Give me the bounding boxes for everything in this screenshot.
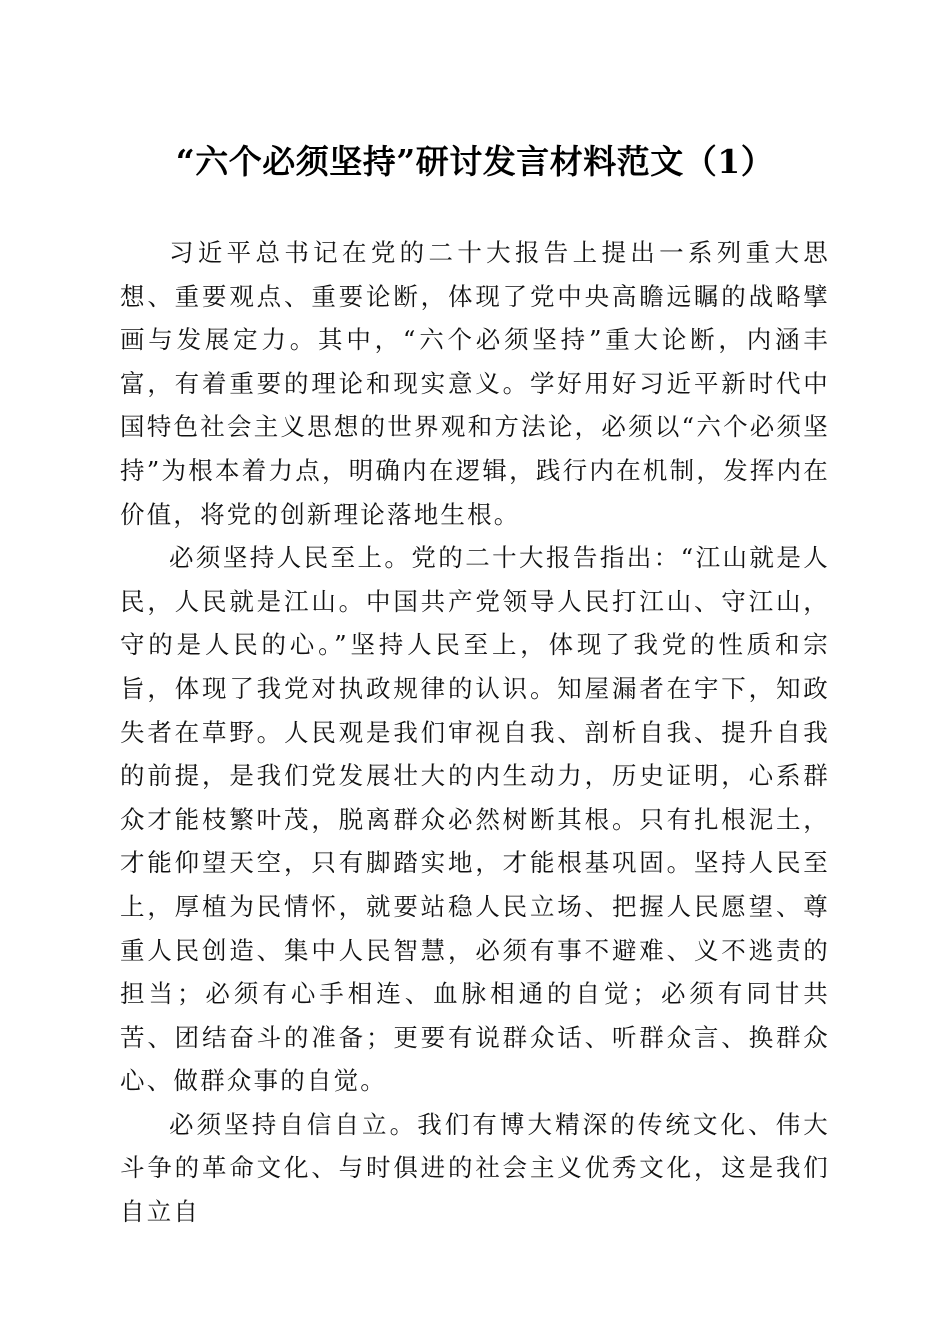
- document-body: [120, 231, 830, 1234]
- document-title: “六个必须坚持”研讨发言材料范文（1）: [175, 142, 775, 181]
- paragraph-intro: 习近平总书记在党的二十大报告上提出一系列重大思想、重要观点、重要论断，体现了党中央高瞻远瞩的战略擘画与发展定力。其中，“六个必须坚持”重大论断，内涵丰富，有着重要的理论和现实意义。学好用好习近平新时代中国特色社会主义思想的世界观和方法论，必须以“六个必须坚持”为根本着力点，明确内在逻辑，践行内在机制，发挥内在价值，将党的创新理论落地生根。: [120, 238, 830, 529]
- paragraph-self-confidence: 必须坚持自信自立。我们有博大精深的传统文化、伟大斗争的革命文化、与时俱进的社会主义优秀文化，这是我们自立自: [120, 1109, 830, 1227]
- paragraph-people-first: 必须坚持人民至上。党的二十大报告指出：“江山就是人民，人民就是江山。中国共产党领导人民打江山、守江山，守的是人民的心。”坚持人民至上，体现了我党的性质和宗旨，体现了我党对执政规律的认识。知屋漏者在宇下，知政失者在草野。人民观是我们审视自我、剖析自我、提升自我的前提，是我们党发展壮大的内生动力，历史证明，心系群众才能枝繁叶茂，脱离群众必然树断其根。只有扎根泥土，才能仰望天空，只有脚踏实地，才能根基巩固。坚持人民至上，厚植为民情怀，就要站稳人民立场、把握人民愿望、尊重人民创造、集中人民智慧，必须有事不避难、义不逃责的担当；必须有心手相连、血脉相通的自觉；必须有同甘共苦、团结奋斗的准备；更要有说群众话、听群众言、换群众心、做群众事的自觉。: [120, 543, 830, 1096]
